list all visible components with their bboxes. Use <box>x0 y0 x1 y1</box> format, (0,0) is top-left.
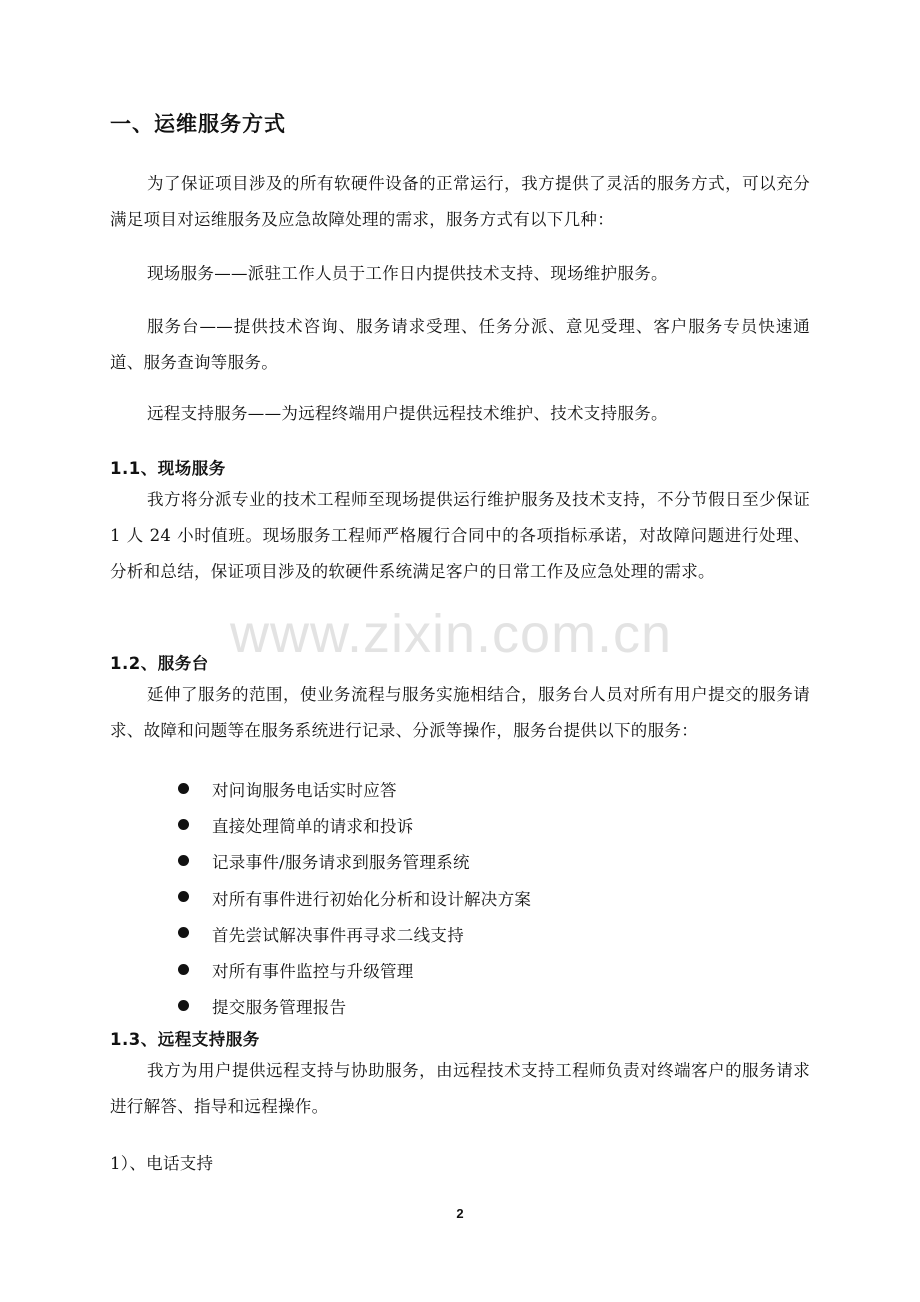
service-desk-bullet-list <box>178 771 531 1024</box>
bullet-icon <box>178 783 189 794</box>
section-heading-1-2: 1.2、服务台 <box>110 654 209 673</box>
section-1-2-body: 延伸了服务的范围，使业务流程与服务实施相结合，服务台人员对所有用户提交的服务请求、故障和问题等在服务系统进行记录、分派等操作，服务台提供以下的服务： <box>110 685 810 740</box>
bullet-icon <box>178 927 189 938</box>
service-desk-item: 服务台——提供技术咨询、服务请求受理、任务分派、意见受理、客户服务专员快速通道、服务查询等服务。 <box>110 317 810 372</box>
section-1-1-body: 我方将分派专业的技术工程师至现场提供运行维护服务及技术支持，不分节假日至少保证 1 人 24 小时值班。现场服务工程师严格履行合同中的各项指标承诺，对故障问题进行处理、分析和总结，保证项目涉及的软硬件系统满足客户的日常工作及应急处理的需求。 <box>110 490 810 581</box>
bullet-icon <box>178 855 189 866</box>
phone-support-item: 1）、电话支持 <box>110 1154 214 1173</box>
list-item: 提交服务管理报告 <box>178 988 531 1024</box>
page-number: 2 <box>456 1206 464 1221</box>
list-item: 对所有事件进行初始化分析和设计解决方案 <box>178 880 531 916</box>
section-1-intro: 为了保证项目涉及的所有软硬件设备的正常运行，我方提供了灵活的服务方式，可以充分满足项目对运维服务及应急故障处理的需求，服务方式有以下几种： <box>110 174 810 229</box>
bullet-icon <box>178 1000 189 1011</box>
bullet-icon <box>178 964 189 975</box>
onsite-service-item: 现场服务——派驻工作人员于工作日内提供技术支持、现场维护服务。 <box>147 264 668 283</box>
watermark: www.zixin.com.cn <box>230 604 673 664</box>
bullet-icon <box>178 891 189 902</box>
section-1-3-body: 我方为用户提供远程支持与协助服务，由远程技术支持工程师负责对终端客户的服务请求进行解答、指导和远程操作。 <box>110 1061 810 1116</box>
section-heading-1: 一、运维服务方式 <box>110 112 286 136</box>
remote-service-item: 远程支持服务——为远程终端用户提供远程技术维护、技术支持服务。 <box>147 404 668 423</box>
list-item: 记录事件/服务请求到服务管理系统 <box>178 843 531 879</box>
section-heading-1-1: 1.1、现场服务 <box>110 459 226 478</box>
list-item: 直接处理简单的请求和投诉 <box>178 807 531 843</box>
list-item: 对问询服务电话实时应答 <box>178 771 531 807</box>
list-item: 对所有事件监控与升级管理 <box>178 952 531 988</box>
section-heading-1-3: 1.3、远程支持服务 <box>110 1030 260 1049</box>
list-item: 首先尝试解决事件再寻求二线支持 <box>178 916 531 952</box>
bullet-icon <box>178 819 189 830</box>
